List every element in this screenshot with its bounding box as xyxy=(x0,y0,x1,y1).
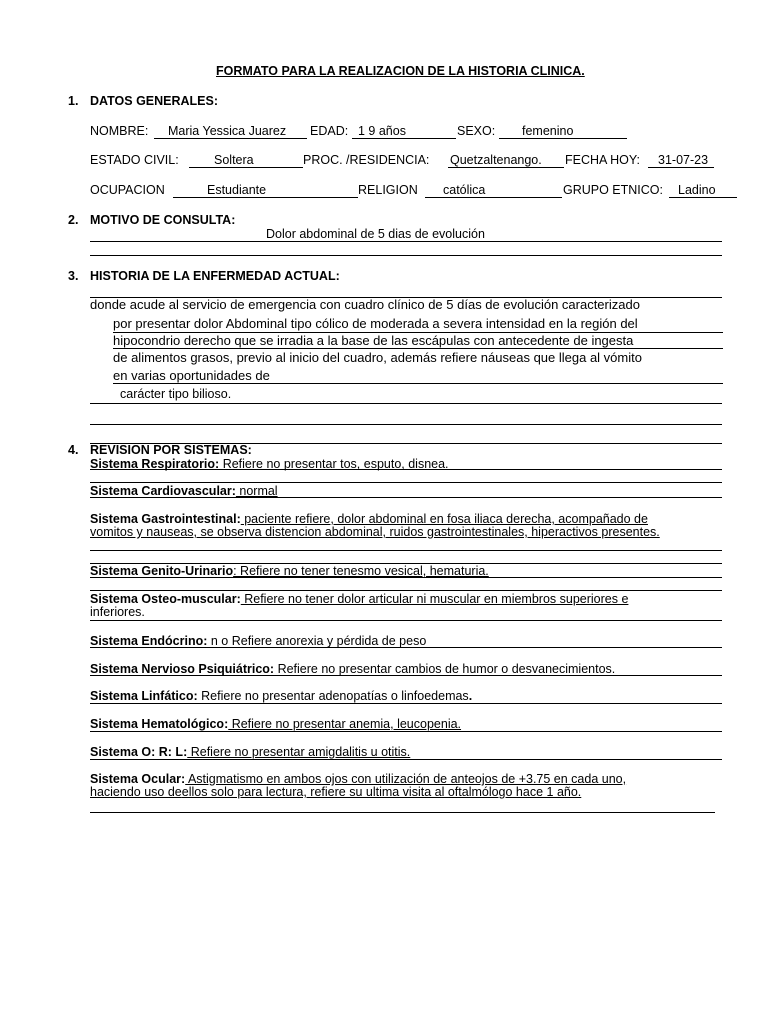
osteo-rule-top xyxy=(90,590,722,591)
fecha-underline xyxy=(648,167,714,168)
historia-line-1: donde acude al servicio de emergencia con cuadro clínico de 5 días de evolución caracterizado xyxy=(90,297,640,312)
sistema-nervioso-value[interactable]: Refiere no presentar cambios de humor o desvanecimientos. xyxy=(274,662,616,676)
religion-value[interactable]: católica xyxy=(443,183,486,197)
document-title: FORMATO PARA LA REALIZACION DE LA HISTORIA CLINICA. xyxy=(216,64,585,78)
sistema-gastro-label: Sistema Gastrointestinal: xyxy=(90,512,241,526)
estado-civil-value[interactable]: Soltera xyxy=(214,153,254,167)
historia-underline-2 xyxy=(113,348,723,349)
ocular-underline xyxy=(90,812,715,813)
sistema-gastro-value[interactable]: paciente refiere, dolor abdominal en fosa iliaca derecha, acompañado de xyxy=(240,512,648,526)
historia-line-3: hipocondrio derecho que se irradia a la base de las escápulas con antecedente de ingesta xyxy=(113,333,634,348)
sistema-linfatico-row xyxy=(90,689,472,703)
fecha-value[interactable]: 31-07-23 xyxy=(658,153,709,167)
edad-underline xyxy=(352,138,456,139)
sistema-endocrino-value[interactable]: n o Refiere anorexia y pérdida de peso xyxy=(207,634,427,648)
sistema-osteo-value[interactable]: Refiere no tener dolor articular ni muscular en miembros superiores e xyxy=(240,592,629,606)
sistema-nervioso-row xyxy=(90,662,615,676)
sistema-endocrino-label: Sistema Endócrino: xyxy=(90,634,208,648)
endocrino-underline xyxy=(90,647,722,648)
section-number-1: 1. xyxy=(68,94,79,108)
sexo-label: SEXO: xyxy=(457,124,496,138)
nombre-underline xyxy=(154,138,307,139)
estado-civil-label: ESTADO CIVIL: xyxy=(90,153,179,167)
historia-line-2: por presentar dolor Abdominal tipo cólico de moderada a severa intensidad en la región del xyxy=(113,316,638,331)
sistema-cardiovascular-label: Sistema Cardiovascular: xyxy=(90,484,236,498)
religion-label: RELIGION xyxy=(358,183,418,197)
sistema-linfatico-label: Sistema Linfático: xyxy=(90,689,198,703)
orl-underline xyxy=(90,759,722,760)
residencia-underline xyxy=(448,167,564,168)
historia-line-6: carácter tipo bilioso. xyxy=(120,387,232,401)
sistema-cardiovascular-value[interactable]: normal xyxy=(235,484,278,498)
historia-underline-5 xyxy=(90,424,722,425)
sistema-ocular-label: Sistema Ocular: xyxy=(90,772,186,786)
sistema-osteo-value-2[interactable]: inferiores. xyxy=(90,605,145,619)
genito-underline xyxy=(90,577,722,578)
sistema-respiratorio-value[interactable]: Refiere no presentar tos, esputo, disnea. xyxy=(219,457,449,471)
grupo-etnico-label: GRUPO ETNICO: xyxy=(563,183,664,197)
edad-value[interactable]: 1 9 años xyxy=(358,124,406,138)
sistema-ocular-value-2a[interactable]: haciendo uso de xyxy=(90,785,182,799)
historia-line-4: de alimentos grasos, previo al inicio del cuadro, además refiere náuseas que llega al vómito xyxy=(113,350,642,365)
sistema-endocrino-row xyxy=(90,634,426,648)
historia-underline-3 xyxy=(113,383,723,384)
nervioso-underline xyxy=(90,675,722,676)
sistema-genito-label: Sistema Genito-Urinario xyxy=(90,564,234,578)
sistema-osteo-label: Sistema Osteo-muscular: xyxy=(90,592,241,606)
section-number-4: 4. xyxy=(68,443,79,457)
motivo-underline-1 xyxy=(90,241,722,242)
estado-civil-underline xyxy=(189,167,303,168)
section-number-3: 3. xyxy=(68,269,79,283)
cardio-underline xyxy=(90,497,722,498)
sistema-ocular-row-2 xyxy=(90,785,581,799)
section-number-2: 2. xyxy=(68,213,79,227)
sistema-gastro-value-2[interactable]: vomitos y nauseas, se observa distencion abdominal, ruidos gastrointestinales, hiperactivos presentes. xyxy=(90,525,660,539)
sistema-hemato-label: Sistema Hematológico: xyxy=(90,717,229,731)
sistema-linfatico-value[interactable]: Refiere no presentar adenopatías o linfoedemas xyxy=(197,689,469,703)
sistema-genito-value[interactable]: : Refiere no tener tenesmo vesical, hematuria. xyxy=(233,564,489,578)
edad-label: EDAD: xyxy=(310,124,349,138)
section-title-datos-generales: DATOS GENERALES: xyxy=(90,94,219,108)
gastro-underline xyxy=(90,550,722,551)
sistema-genito-row xyxy=(90,564,489,578)
section-title-historia: HISTORIA DE LA ENFERMEDAD ACTUAL: xyxy=(90,269,340,283)
sistema-hemato-row xyxy=(90,717,461,731)
hemato-underline xyxy=(90,731,722,732)
cardio-rule-top xyxy=(90,482,722,483)
grupo-etnico-value[interactable]: Ladino xyxy=(678,183,716,197)
ocupacion-label: OCUPACION xyxy=(90,183,165,197)
fecha-label: FECHA HOY: xyxy=(565,153,641,167)
sistema-respiratorio-label: Sistema Respiratorio: xyxy=(90,457,220,471)
sistema-orl-value[interactable]: Refiere no presentar amigdalitis u otitis. xyxy=(187,745,411,759)
nombre-value[interactable]: Maria Yessica Juarez xyxy=(168,124,287,138)
sistema-gastro-row xyxy=(90,512,648,526)
sistema-cardiovascular-row xyxy=(90,484,278,498)
sistema-ocular-value-2b[interactable]: ellos solo para lectura, refiere su ultima visita al oftalmólogo hace 1 año. xyxy=(181,785,582,799)
nombre-label: NOMBRE: xyxy=(90,124,149,138)
grupo-etnico-underline xyxy=(669,197,737,198)
sistema-ocular-row xyxy=(90,772,626,786)
religion-underline xyxy=(425,197,562,198)
motivo-value[interactable]: Dolor abdominal de 5 dias de evolución xyxy=(266,227,485,241)
residencia-value[interactable]: Quetzaltenango. xyxy=(450,153,542,167)
motivo-underline-2 xyxy=(90,255,722,256)
historia-line-5: en varias oportunidades de xyxy=(113,368,270,383)
osteo-underline xyxy=(90,620,722,621)
sistema-ocular-value[interactable]: Astigmatismo en ambos ojos con utilización de anteojos de +3.75 en cada uno, xyxy=(185,772,627,786)
sexo-value[interactable]: femenino xyxy=(522,124,574,138)
section-title-revision: REVISION POR SISTEMAS: xyxy=(90,443,252,457)
sistema-linfatico-period: . xyxy=(468,689,473,703)
linfatico-underline xyxy=(90,703,722,704)
ocupacion-underline xyxy=(173,197,358,198)
sistema-orl-label: Sistema O: R: L: xyxy=(90,745,188,759)
section-title-motivo: MOTIVO DE CONSULTA: xyxy=(90,213,236,227)
sistema-hemato-value[interactable]: Refiere no presentar anemia, leucopenia. xyxy=(228,717,462,731)
residencia-label: PROC. /RESIDENCIA: xyxy=(303,153,430,167)
sexo-underline xyxy=(499,138,627,139)
sistema-nervioso-label: Sistema Nervioso Psiquiátrico: xyxy=(90,662,275,676)
ocupacion-value[interactable]: Estudiante xyxy=(207,183,267,197)
respiratorio-underline xyxy=(90,469,722,470)
sistema-osteo-row xyxy=(90,592,628,606)
historia-underline-4 xyxy=(90,403,722,404)
sistema-orl-row xyxy=(90,745,410,759)
